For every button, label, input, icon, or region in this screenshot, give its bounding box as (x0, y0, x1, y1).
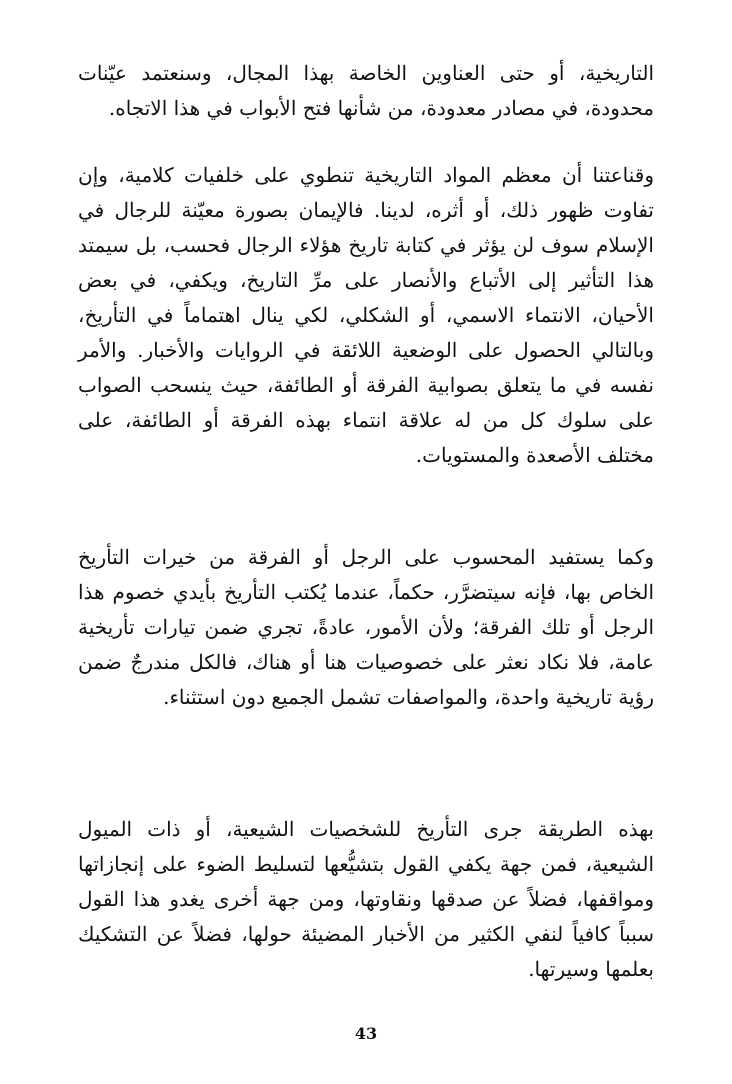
paragraph-2 (78, 158, 654, 473)
paragraph-1 (78, 56, 654, 126)
paragraph-4 (78, 812, 654, 987)
page-number: 43 (354, 1024, 378, 1043)
paragraph-text: التاريخية، أو حتى العناوين الخاصة بهذا المجال، وسنعتمد عيّنات محدودة، في مصادر معدودة، من شأنها فتح الأبواب في هذا الاتجاه. (78, 61, 654, 120)
paragraph-text: وقناعتنا أن معظم المواد التاريخية تنطوي على خلفيات كلامية، وإن تفاوت ظهور ذلك، أو أثره، لدينا. فالإيمان بصورة معيّنة للرجال في الإسلام سوف لن يؤثر في كتابة تاريخ هؤلاء الرجال فحسب، بل سيمتد هذا التأثير إلى الأتباع والأنصار على مرِّ التاريخ، ويكفي، في بعض الأحيان، الانتماء الاسمي، أو الشكلي، لكي ينال اهتماماً في التأريخ، وبالتالي الحصول على الوضعية اللائقة في الروايات والأخبار. والأمر نفسه في ما يتعلق بصوابية الفرقة أو الطائفة، حيث ينسحب الصواب على سلوك كل من له علاقة انتماء بهذه الفرقة أو الطائفة، على مختلف الأصعدة والمستويات. (78, 163, 654, 467)
paragraph-text: وكما يستفيد المحسوب على الرجل أو الفرقة من خيرات التأريخ الخاص بها، فإنه سيتضرَّر، حكماً، عندما يُكتب التأريخ بأيدي خصوم هذا الرجل أو تلك الفرقة؛ ولأن الأمور، عادةً، تجري ضمن تيارات تأريخية عامة، فلا نكاد نعثر على خصوصيات هنا أو هناك، فالكل مندرجٌ ضمن رؤية تاريخية واحدة، والمواصفات تشمل الجميع دون استثناء. (78, 545, 654, 709)
paragraph-text: بهذه الطريقة جرى التأريخ للشخصيات الشيعية، أو ذات الميول الشيعية، فمن جهة يكفي القول بتشيُّعها لتسليط الضوء على إنجازاتها ومواقفها، فضلاً عن صدقها ونقاوتها، ومن جهة أخرى يغدو هذا القول سبباً كافياً لنفي الكثير من الأخبار المضيئة حولها، فضلاً عن التشكيك بعلمها وسيرتها. (78, 817, 654, 981)
paragraph-3 (78, 540, 654, 715)
